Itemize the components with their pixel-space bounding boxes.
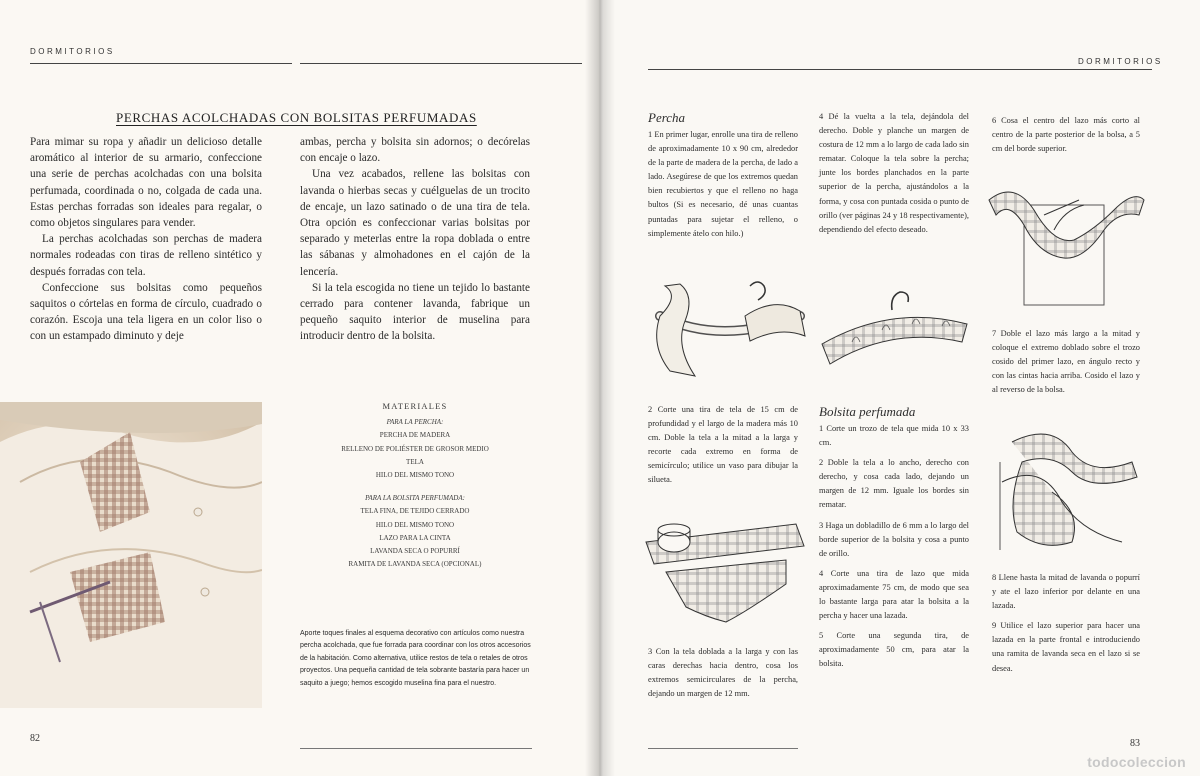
material-item: RAMITA DE LAVANDA SECA (OPCIONAL) [348,560,482,569]
instruction-step: 3 Haga un dobladillo de 6 mm a lo largo del borde superior de la bolsita y cosa a punto de orillo. [819,520,969,558]
instruction-step: 4 Corte una tira de lazo que mida aproximadamente 75 cm, de modo que sea lo bastante larga para atar la bolsita a la percha y hacer una lazada. [819,568,969,621]
header-rule-left-2 [300,63,582,64]
sachet-heading: Bolsita perfumada [819,404,916,419]
ribbon-sachet-illustration [984,170,1146,310]
hanger-padding-illustration [640,276,812,388]
instructions-column-3 [992,114,1140,156]
materials-group-hanger: PARA LA PERCHA: [386,418,444,427]
instruction-step: 2 Corte una tira de tela de 15 cm de profundidad y el largo de la madera más 10 cm. Doble la tela a la mitad a la larga y recorte cada extremo en forma de semicírculo; utilice un vaso para dibujar la silueta. [648,405,798,485]
instructions-column-2b [819,404,969,672]
running-head-left: DORMITORIOS [30,47,115,56]
page-number-right: 83 [1130,738,1140,749]
shirt-sachet-photo [0,402,262,708]
instruction-step: 5 Corte una segunda tira, de aproximadamente 50 cm, para atar la bolsita. [819,631,969,669]
hanger-heading: Percha [648,110,686,125]
instruction-step: 1 Corte un trozo de tela que mida 10 x 33 cm. [819,424,969,448]
material-item: RELLENO DE POLIÉSTER DE GROSOR MEDIO [341,444,489,453]
intro-paragraph: Una vez acabados, rellene las bolsitas con lavanda o hierbas secas y cuélguelas de un trocito de encaje, un lazo satinado o de una tira de tela. Otra opción es confeccionar varias bolsitas por separado y meterlas entre la ropa doblada o entre las sábanas y almohadones en el cajón de la lencería. [300,168,530,278]
header-rule-right [648,69,1086,70]
instructions-column-3b [992,327,1140,397]
instructions-column-1 [648,110,798,241]
section-title: PERCHAS ACOLCHADAS CON BOLSITAS PERFUMADAS [116,110,477,125]
material-item: TELA FINA, DE TEJIDO CERRADO [360,507,470,516]
instruction-step: 9 Utilice el lazo superior para hacer una lazada en la parte frontal e introduciendo una ramita de lavanda seca en el lazo si se desea. [992,621,1140,673]
instruction-step: 6 Cosa el centro del lazo más corto al centro de la parte posterior de la bolsa, a 5 cm del borde superior. [992,116,1140,154]
materials-group-sachet: PARA LA BOLSITA PERFUMADA: [365,494,465,503]
intro-column-2 [300,134,530,345]
materials-heading: MATERIALES [382,401,448,411]
material-item: PERCHA DE MADERA [379,431,451,440]
material-item: HILO DEL MISMO TONO [375,520,455,529]
page-number-left: 82 [30,733,40,744]
material-item: LAVANDA SECA O POPURRÍ [370,547,460,556]
footer-rule-right [648,748,798,749]
photo-caption: Aporte toques finales al esquema decorativo con artículos como nuestra percha acolchada, que fue forrada para coordinar con los otros accesorios de la habitación. Como alternativa, utilice restos de tela o retales de otros proyectos. Una pequeña cantidad de tela sobrante bastaría para hacer un saquito a juego; hemos escogido muselina fina para el nuestro. [300,630,531,687]
photo-illustration [0,402,262,708]
intro-paragraph: Confeccione sus bolsitas como pequeños saquitos o córtelas en forma de círculo, cuadrado o corazón. Escoja una tela ligera en un color liso o con un estampado diminuto y deje [30,281,262,343]
intro-paragraph: Si la tela escogida no tiene un tejido lo bastante cerrado para contener lavanda, fabrique un pequeño saquito interior de muselina para introducir dentro de la bolsita. [300,281,530,343]
intro-paragraph: La perchas acolchadas son perchas de madera normales rodeadas con tiras de relleno sintético y después forradas con tela. [30,233,262,278]
instruction-step: 4 Dé la vuelta a la tela, dejándola del derecho. Doble y planche un margen de costura de 12 mm a lo largo de cada lado sin rematar. Coloque la tela sobre la percha; junte los bordes planchados en la parte superior de la percha, ajustándolos a la forma, y cosa con puntada cosida o punto de orillo (ver páginas 24 y 18 respectivamente), dependiendo del efecto deseado. [819,112,970,234]
right-page [600,0,1200,776]
footer-rule-left [300,748,532,749]
header-rule-left [30,63,292,64]
instruction-step: 3 Con la tela doblada a la larga y con las caras derechas hacia dentro, cosa los extremos semicirculares de la percha, dejando un margen de 12 mm. [648,647,798,699]
header-rule-right-2 [1078,69,1152,70]
instructions-column-1b [648,403,798,488]
material-item: LAZO PARA LA CINTA [379,533,451,542]
running-head-right: DORMITORIOS [1078,57,1163,66]
instruction-step: 7 Doble el lazo más largo a la mitad y coloque el extremo doblado sobre el trozo cosido del primer lazo, en ángulo recto y con las cintas hacia arriba. Cosido el lazo y al reverso de la bolsa. [992,329,1140,395]
instruction-step: 1 En primer lugar, enrolle una tira de relleno de aproximadamente 10 x 90 cm, alrededor de la parte de madera de la percha, de lado a lado. Asegúrese de que los extremos quedan bien recubiertos y que el relleno no haga bultos (Si es necesario, dé unas cuantas puntadas para sujetar el relleno, o simplemente átelo con hilo.) [648,130,798,238]
intro-column-1 [30,134,262,345]
materials-list [300,400,530,571]
book-gutter [585,0,615,776]
hanger-covered-illustration [812,284,974,380]
ribbon-hanging-illustration [992,422,1142,556]
watermark-text: todocoleccion [1087,754,1186,770]
instructions-column-3c [992,571,1140,676]
intro-paragraph: Para mimar su ropa y añadir un delicioso detalle aromático al interior de su armario, confeccione una serie de perchas acolchadas con una bolsita perfumada, coordinada o no, colgada de cada una. Estas perchas forradas son ideales para regalar, o como objetos singulares para vender. [30,136,262,230]
instructions-column-2 [819,110,969,237]
material-item: HILO DEL MISMO TONO [375,471,455,480]
material-item: TELA [406,457,424,466]
instruction-step: 2 Doble la tela a lo ancho, derecho con derecho, y cosa cada lado, dejando un margen de 12 mm. Iguale los bordes sin rematar. [819,458,969,510]
fabric-strip-illustration [636,512,808,636]
instruction-step: 8 Llene hasta la mitad de lavanda o popurrí y ate el lazo inferior por delante en una lazada. [992,573,1140,611]
intro-paragraph: ambas, percha y bolsita sin adornos; o decórelas con encaje o lazo. [300,136,530,165]
instructions-column-1c [648,645,798,701]
